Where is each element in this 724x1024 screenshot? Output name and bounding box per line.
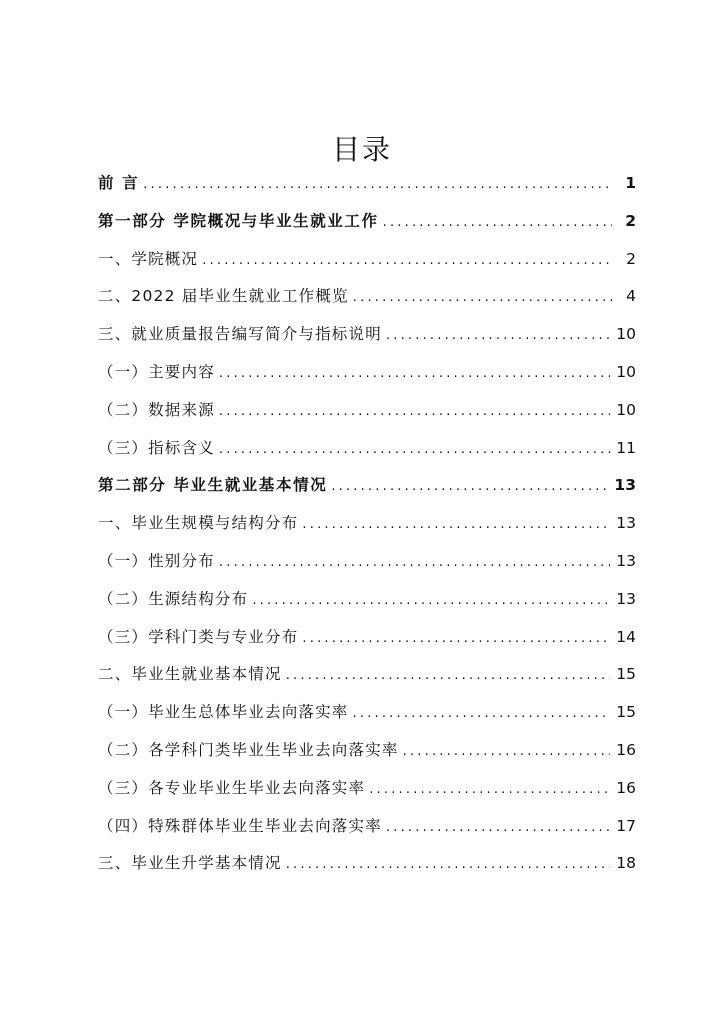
toc-page-number: 10 [616,362,636,381]
toc-entry-text: （一）毕业生总体毕业去向落实率 [98,703,349,722]
toc-dot-leader [219,544,610,582]
toc-entry[interactable] [98,430,636,468]
toc-entry[interactable] [98,467,636,505]
toc-entry-text: （四）特殊群体毕业生毕业去向落实率 [98,816,382,835]
toc-entry[interactable] [98,316,636,354]
toc-entry[interactable] [98,845,636,883]
toc-dot-leader [286,846,611,884]
toc-entry[interactable] [98,770,636,808]
toc-page-number: 2 [626,249,636,268]
toc-entry-text: （三）指标含义 [98,438,215,457]
toc-dot-leader [369,771,610,809]
toc-entry[interactable] [98,808,636,846]
toc-entry-text: 前 言 [98,174,140,192]
toc-entry[interactable] [98,694,636,732]
toc-dot-leader [383,204,612,242]
toc-dot-leader [386,809,610,847]
toc-dot-leader [252,582,610,620]
toc-entry-text: （二）生源结构分布 [98,589,249,608]
toc-entry[interactable] [98,203,636,241]
toc-title: 目录 [331,133,392,166]
toc-dot-leader [386,317,610,355]
toc-page-number: 17 [616,816,636,835]
toc-page-number: 10 [616,400,636,419]
toc-entry[interactable] [98,732,636,770]
toc-dot-leader [219,393,610,431]
toc-entry-text: （三）各专业毕业生毕业去向落实率 [98,778,366,797]
toc-entry-text: 第二部分 毕业生就业基本情况 [98,476,328,495]
toc-entry-text: （二）各学科门类毕业生毕业去向落实率 [98,740,399,759]
toc-page-number: 15 [616,703,636,722]
toc-page-number: 11 [616,438,636,457]
toc-page-number: 13 [616,514,636,533]
toc-entry[interactable] [98,543,636,581]
toc-dot-leader [219,355,610,393]
toc-entry[interactable] [98,278,636,316]
toc-page-number: 10 [616,325,636,344]
toc-page-number: 13 [616,551,636,570]
toc-dot-leader [353,695,611,733]
toc-entry-text: （一）性别分布 [98,551,215,570]
toc-entry[interactable] [98,619,636,657]
toc-page-number: 13 [616,589,636,608]
toc-dot-leader [219,431,610,469]
toc-dot-leader [202,242,612,280]
toc-entry-text: 一、毕业生规模与结构分布 [98,514,299,533]
toc-dot-leader [302,506,610,544]
toc-entry-text: 二、2022 届毕业生就业工作概览 [98,287,349,306]
toc-entry-text: 三、就业质量报告编写简介与指标说明 [98,325,382,344]
toc-dot-leader [403,733,611,771]
toc-dot-leader [353,279,612,317]
toc-dot-leader [331,468,608,506]
toc-entry-text: 第一部分 学院概况与毕业生就业工作 [98,211,379,230]
toc-dot-leader [286,657,611,695]
toc-page-number: 2 [625,211,636,230]
toc-page-number: 16 [616,778,636,797]
toc-page-number: 13 [614,476,636,495]
toc-entry[interactable] [98,354,636,392]
toc-page-number: 14 [616,627,636,646]
toc-entry-text: （三）学科门类与专业分布 [98,627,299,646]
toc-entry[interactable] [98,505,636,543]
toc-entry[interactable] [98,241,636,279]
toc-dot-leader [302,620,610,658]
toc-entry[interactable] [98,392,636,430]
toc-page-number: 18 [616,854,636,873]
toc-page-number: 16 [616,740,636,759]
toc-entry-text: 二、毕业生就业基本情况 [98,665,282,684]
toc-entry-text: （一）主要内容 [98,362,215,381]
toc-entry-text: 一、学院概况 [98,249,199,268]
toc-entry[interactable] [98,656,636,694]
toc-page-number: 15 [616,665,636,684]
toc-entry[interactable] [98,165,636,203]
toc-page-number: 4 [626,287,636,306]
toc-dot-leader [143,166,612,204]
toc-entry[interactable] [98,581,636,619]
toc-entry-text: （二）数据来源 [98,400,215,419]
toc-page-number: 1 [625,174,636,192]
toc-list [98,165,636,883]
toc-entry-text: 三、毕业生升学基本情况 [98,854,282,873]
